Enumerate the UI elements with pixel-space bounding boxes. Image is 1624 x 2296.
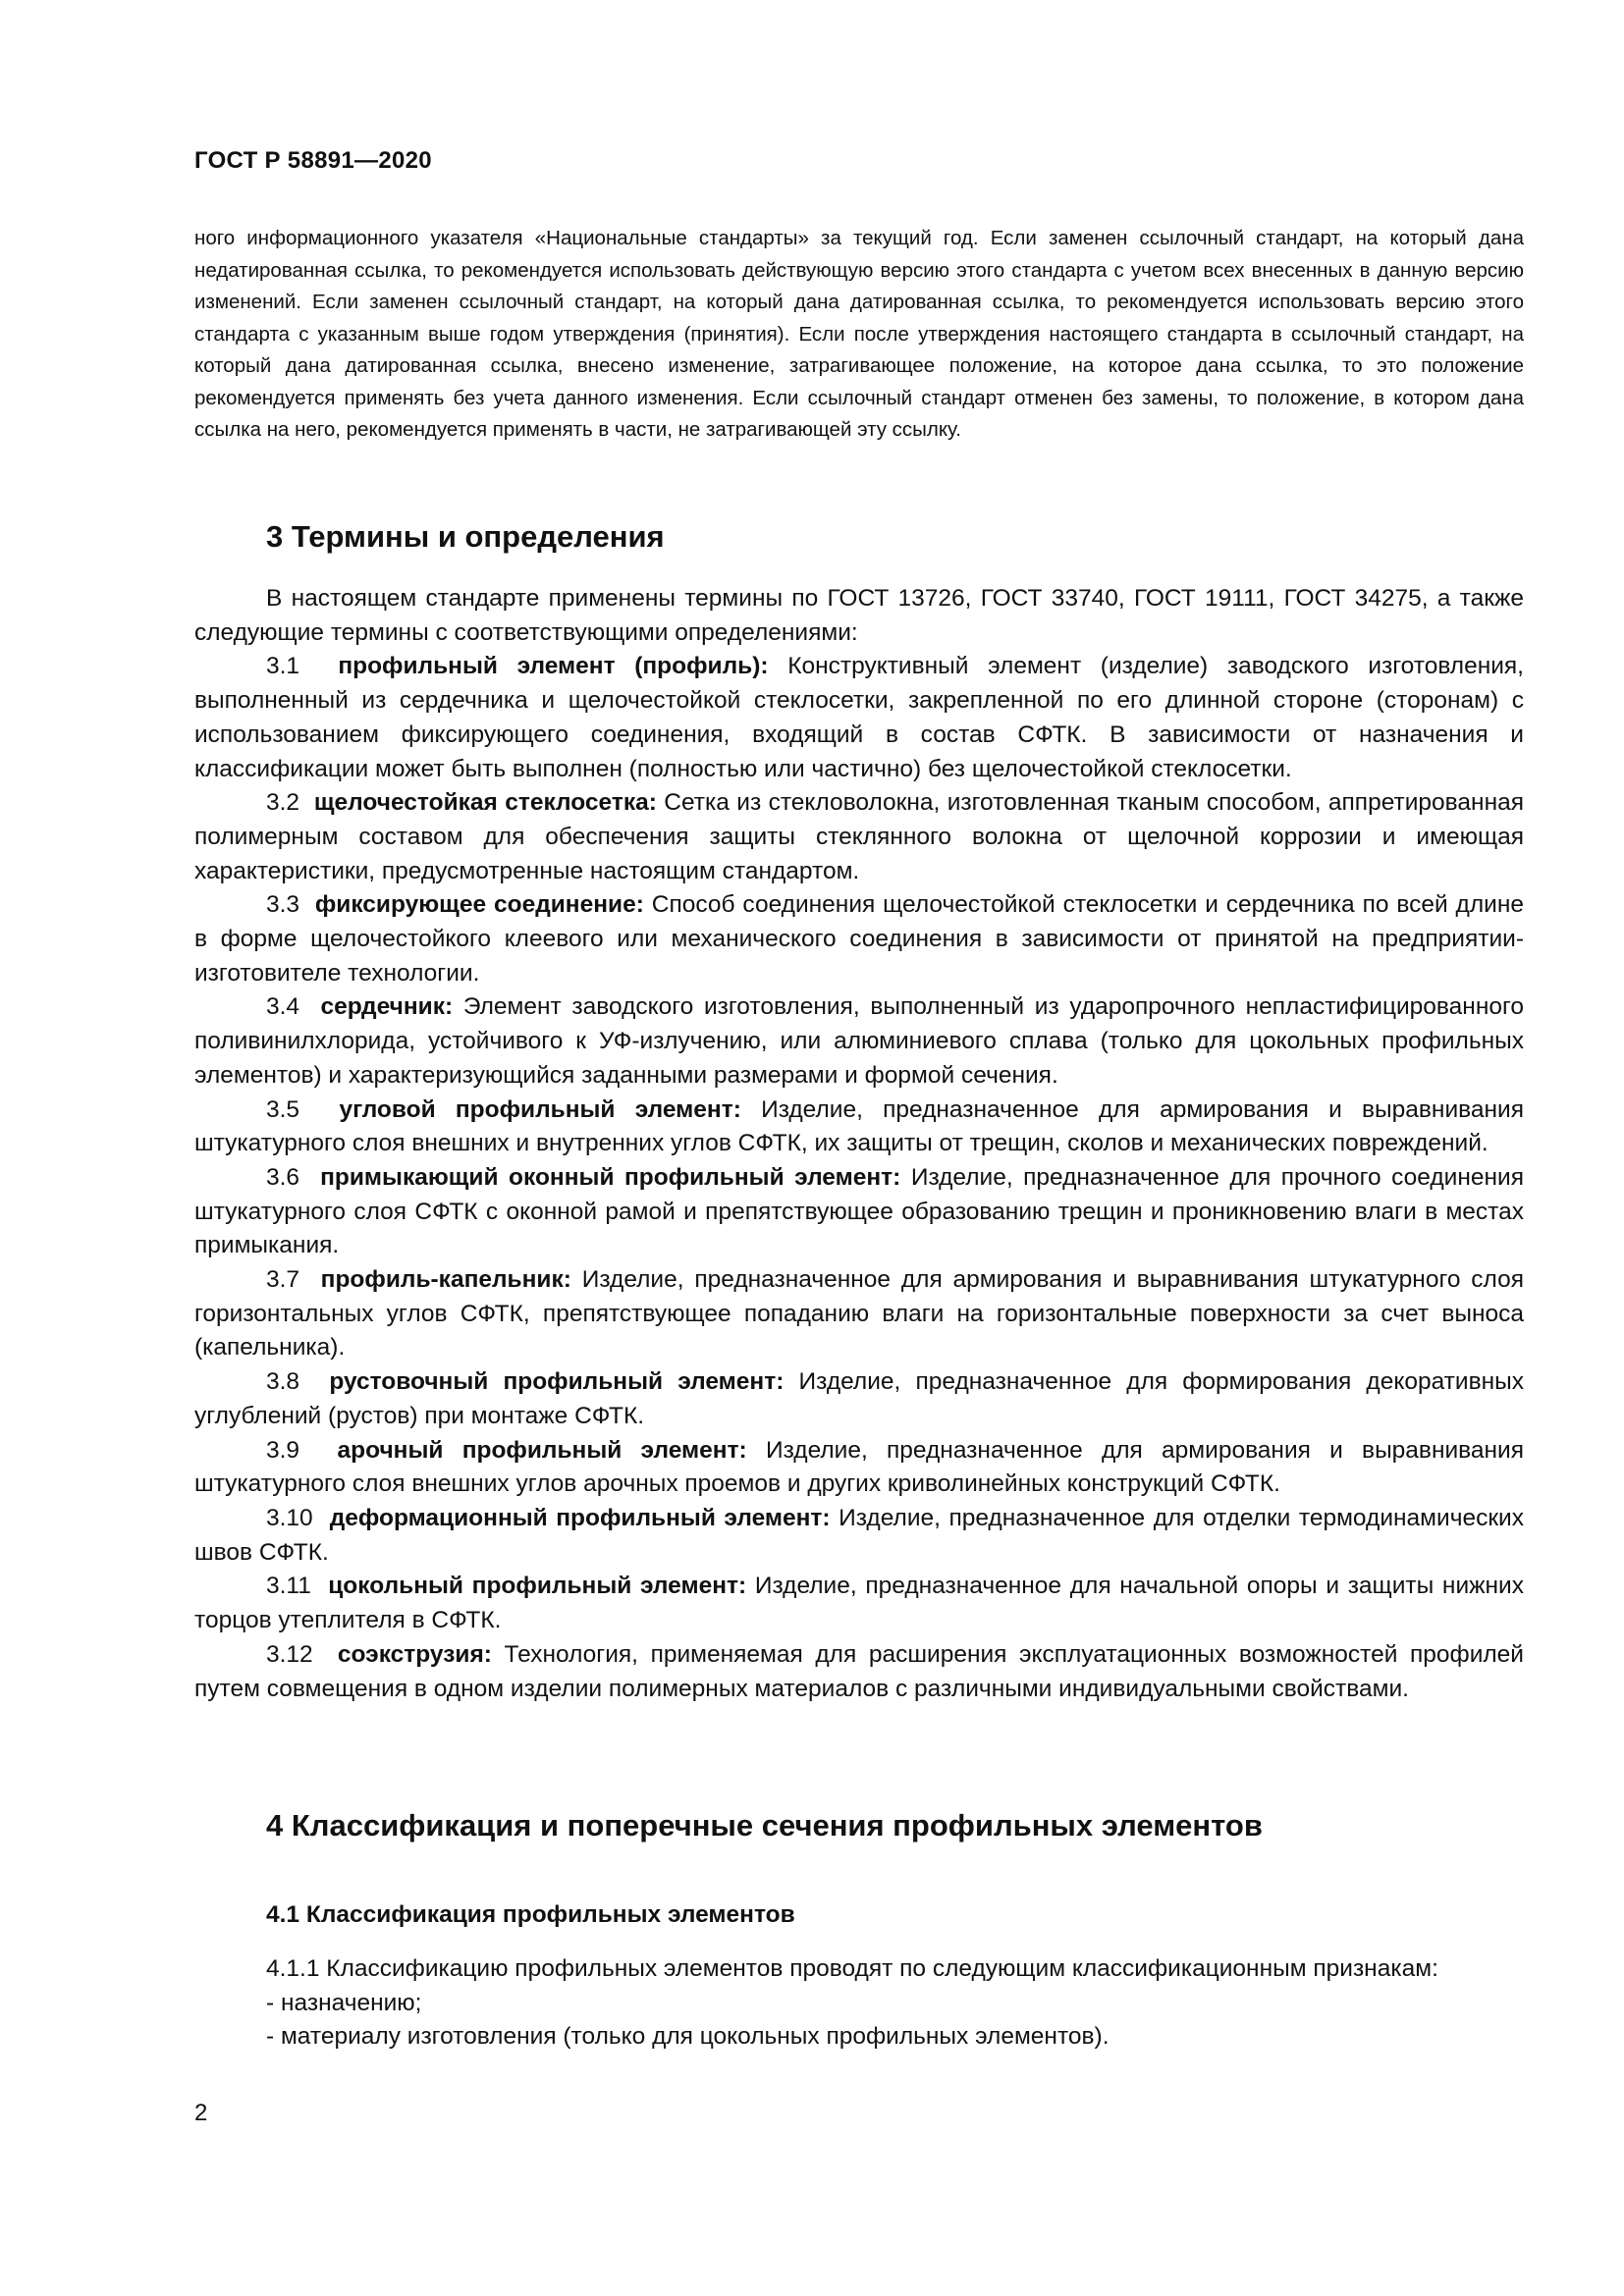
term-definition: Изделие, предназначенное для армирования и выравнивания штукатурного слоя внешних и внутренних углов СФТК, их защиты от трещин, сколов и механических повреждений. xyxy=(194,1095,1524,1157)
term-3-8 xyxy=(194,1365,1524,1433)
term-3-10 xyxy=(194,1502,1524,1570)
term-3-1 xyxy=(194,650,1524,786)
term-name: фиксирующее соединение: xyxy=(314,891,644,919)
term-3-7 xyxy=(194,1263,1524,1365)
term-name: примыкающий оконный профильный элемент: xyxy=(320,1163,901,1191)
term-name: щелочестойкая стеклосетка: xyxy=(313,789,657,817)
term-3-3 xyxy=(194,888,1524,990)
term-definition: Изделие, предназначенное для армирования и выравнивания штукатурного слоя внешних углов арочных проемов и других криволинейных конструкций СФТК. xyxy=(194,1436,1525,1498)
term-number: 3.9 xyxy=(266,1436,300,1464)
term-definition: Изделие, предназначенное для прочного соединения штукатурного слоя СФТК с оконной рамой и препятствующее образованию трещин и проникновению влаги в местах примыкания. xyxy=(194,1163,1525,1259)
page-number: 2 xyxy=(194,2100,208,2126)
term-name: рустовочный профильный элемент: xyxy=(329,1368,785,1396)
term-number: 3.5 xyxy=(266,1095,300,1123)
term-definition: Технология, применяемая для расширения эксплуатационных возможностей профилей путем совмещения в одном изделии полимерных материалов с различными индивидуальными свойствами. xyxy=(194,1640,1524,1702)
term-name: соэкструзия: xyxy=(337,1640,492,1668)
term-name: деформационный профильный элемент: xyxy=(329,1504,831,1531)
section-4-title: 4 Классификация и поперечные сечения профильных элементов xyxy=(266,1808,1263,1842)
list-item: - материалу изготовления (только для цокольных профильных элементов). xyxy=(266,2023,1110,2051)
term-3-11 xyxy=(194,1570,1524,1637)
term-number: 3.11 xyxy=(266,1573,311,1600)
term-number: 3.3 xyxy=(266,891,300,919)
section-4-body xyxy=(194,1952,1524,2055)
intro-paragraph: ного информационного указателя «Национальные стандарты» за текущий год. Если заменен ссылочный стандарт, на который дана недатированная ссылка, то рекомендуется использовать действующую версию этого стандарта с учетом всех внесенных в данную версию изменений. Если заменен ссылочный стандарт, на который дана датированная ссылка, то рекомендуется использовать версию этого стандарта с указанным выше годом утверждения (принятия). Если после утверждения настоящего стандарта в ссылочный стандарт, на который дана датированная ссылка, внесено изменение, затрагивающее положение, на которое дана ссылка, то это положение рекомендуется применять без учета данного изменения. Если ссылочный стандарт отменен без замены, то положение, в котором дана ссылка на него, рекомендуется применять в части, не затрагивающей эту ссылку. xyxy=(194,227,1524,441)
section-3-intro: В настоящем стандарте применены термины по ГОСТ 13726, ГОСТ 33740, ГОСТ 19111, ГОСТ 34275, а также следующие термины с соответствующими определениями: xyxy=(194,585,1524,646)
classification-list xyxy=(194,1987,1524,2055)
term-name: арочный профильный элемент: xyxy=(337,1436,747,1464)
section-3-body xyxy=(194,582,1524,1706)
term-definition: Конструктивный элемент (изделие) заводского изготовления, выполненный из сердечника и щелочестойкой стеклосетки, закрепленной по его длинной стороне (сторонам) с использованием фиксирующего соединения, входящий в состав СФТК. В зависимости от назначения и классификации может быть выполнен (полностью или частично) без щелочестойкой стеклосетки. xyxy=(194,653,1524,782)
term-3-9 xyxy=(194,1434,1524,1502)
term-number: 3.4 xyxy=(266,993,300,1021)
term-number: 3.7 xyxy=(266,1266,300,1294)
term-3-12 xyxy=(194,1638,1524,1706)
paragraph-4-1-1: 4.1.1 Классификацию профильных элементов проводят по следующим классификационным признакам: xyxy=(266,1955,1438,1982)
term-3-6 xyxy=(194,1161,1524,1263)
term-name: сердечник: xyxy=(320,993,454,1021)
term-3-4 xyxy=(194,990,1524,1093)
term-number: 3.8 xyxy=(266,1368,300,1396)
term-number: 3.10 xyxy=(266,1504,313,1531)
term-3-2 xyxy=(194,786,1524,888)
term-number: 3.6 xyxy=(266,1163,300,1191)
term-number: 3.1 xyxy=(266,653,300,680)
term-definition: Изделие, предназначенное для отделки термодинамических швов СФТК. xyxy=(194,1504,1524,1566)
term-3-5 xyxy=(194,1094,1524,1161)
term-definition: Элемент заводского изготовления, выполненный из ударопрочного непластифицированного поливинилхлорида, устойчивого к УФ-излучению, или алюминиевого сплава (только для цокольных профильных элементов) и характеризующийся заданными размерами и формой сечения. xyxy=(194,993,1524,1089)
term-number: 3.12 xyxy=(266,1640,313,1668)
term-definition: Изделие, предназначенное для армирования и выравнивания штукатурного слоя горизонтальных углов СФТК, препятствующее попаданию влаги на горизонтальные поверхности за счет выноса (капельника). xyxy=(194,1266,1524,1362)
term-name: цокольный профильный элемент: xyxy=(328,1573,747,1600)
term-number: 3.2 xyxy=(266,789,300,817)
subsection-4-1-title: 4.1 Классификация профильных элементов xyxy=(266,1901,795,1928)
term-name: профиль-капельник: xyxy=(320,1266,571,1294)
term-name: угловой профильный элемент: xyxy=(339,1095,741,1123)
term-definition: Изделие, предназначенное для начальной опоры и защиты нижних торцов утеплителя в СФТК. xyxy=(194,1573,1524,1634)
term-definition: Изделие, предназначенное для формирования декоративных углублений (рустов) при монтаже СФТК. xyxy=(194,1368,1524,1429)
document-header: ГОСТ Р 58891—2020 xyxy=(194,147,432,174)
section-3-title: 3 Термины и определения xyxy=(266,519,665,554)
term-name: профильный элемент (профиль): xyxy=(338,653,769,680)
term-definition: Сетка из стекловолокна, изготовленная тканым способом, аппретированная полимерным составом для обеспечения защиты стеклянного волокна от щелочной коррозии и имеющая характеристики, предусмотренные настоящим стандартом. xyxy=(194,789,1524,884)
list-item: - назначению; xyxy=(266,1989,422,2016)
term-definition: Способ соединения щелочестойкой стеклосетки и сердечника по всей длине в форме щелочестойкого клеевого или механического соединения в зависимости от принятой на предприятии-изготовителе технологии. xyxy=(194,891,1524,987)
